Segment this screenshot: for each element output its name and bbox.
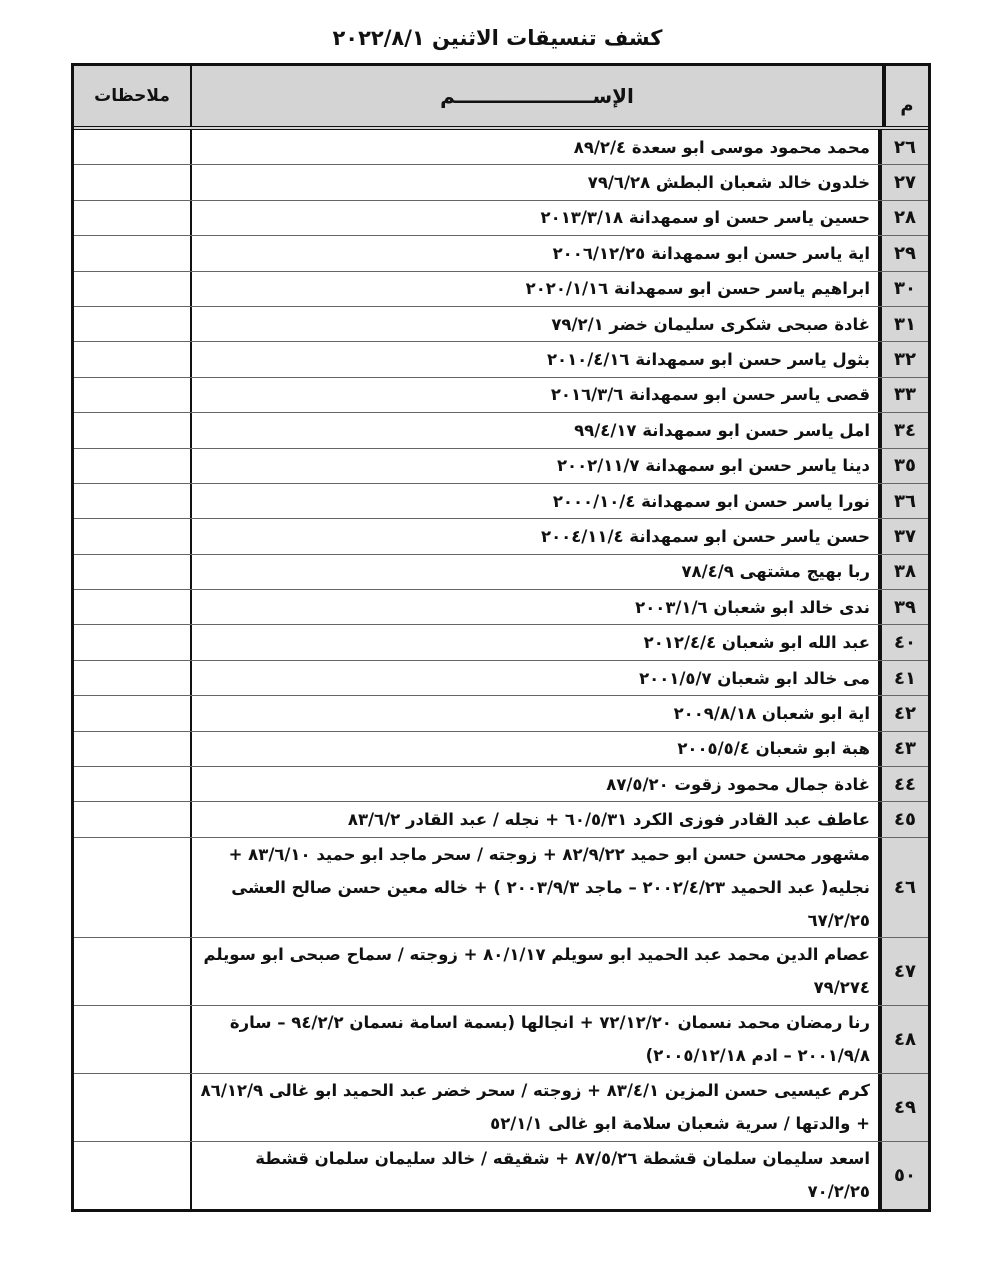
row-number xyxy=(878,272,928,306)
row-notes xyxy=(74,1142,190,1209)
row-name-text: غادة صبحى شكرى سليمان خضر ٧٩/٢/١ xyxy=(551,314,870,334)
row-name xyxy=(190,342,878,376)
row-number xyxy=(878,661,928,695)
row-number-text: ٣١ xyxy=(894,313,916,335)
row-number-text: ٢٨ xyxy=(894,207,916,229)
row-name-text: بثول ياسر حسن ابو سمهدانة ٢٠١٠/٤/١٦ xyxy=(546,350,870,370)
row-notes xyxy=(74,590,190,624)
row-name-text: ندى خالد ابو شعبان ٢٠٠٣/١/٦ xyxy=(635,597,870,617)
row-name-text: غادة جمال محمود زقوت ٨٧/٥/٢٠ xyxy=(606,774,870,794)
table-row xyxy=(74,590,928,625)
row-name xyxy=(190,1142,878,1209)
row-number-text: ٤٢ xyxy=(894,702,916,724)
row-number xyxy=(878,201,928,235)
row-number xyxy=(878,802,928,836)
row-number xyxy=(878,130,928,164)
row-name-text: عاطف عبد القادر فوزى الكرد ٦٠/٥/٣١ + نجله / عبد القادر ٨٣/٦/٢ xyxy=(347,810,870,830)
table-row xyxy=(74,1074,928,1142)
row-name xyxy=(190,484,878,518)
row-number xyxy=(878,236,928,270)
table-row xyxy=(74,342,928,377)
row-number-text: ٣٠ xyxy=(894,278,916,300)
row-number-text: ٣٨ xyxy=(894,561,916,583)
row-notes xyxy=(74,661,190,695)
table-row xyxy=(74,201,928,236)
row-name xyxy=(190,519,878,553)
row-name xyxy=(190,938,878,1005)
row-notes xyxy=(74,625,190,659)
row-name-text: محمد محمود موسى ابو سعدة ٨٩/٢/٤ xyxy=(573,137,870,157)
row-number-text: ٣٤ xyxy=(894,419,916,441)
table-header xyxy=(74,66,928,130)
table-row xyxy=(74,838,928,938)
row-name xyxy=(190,449,878,483)
row-number xyxy=(878,519,928,553)
row-notes xyxy=(74,201,190,235)
row-name-text: رنا رمضان محمد نسمان ٧٢/١٢/٢٠ + انجالها (بسمة اسامة نسمان ٩٤/٢/٢ – سارة ٢٠٠١/٩/٨ – ادم ٢٠٠٥/١٢/١٨) xyxy=(229,1013,870,1066)
row-number-text: ٤٧ xyxy=(894,960,916,982)
row-notes xyxy=(74,1074,190,1141)
row-number-text: ٢٦ xyxy=(894,136,916,158)
row-name xyxy=(190,165,878,199)
row-name-text: كرم عيسيى حسن المزين ٨٣/٤/١ + زوجته / سحر خضر عبد الحميد ابو غالى ٨٦/١٢/٩ + والدتها / سرية شعبان سلامة ابو غالى ٥٢/١/١ xyxy=(200,1081,870,1134)
row-name xyxy=(190,838,878,937)
row-number xyxy=(878,938,928,1005)
row-number-text: ٤١ xyxy=(894,667,916,689)
row-name xyxy=(190,590,878,624)
row-notes xyxy=(74,838,190,937)
row-name-text: ربا بهيج مشتهى ٧٨/٤/٩ xyxy=(681,562,870,582)
row-name-text: حسين ياسر حسن او سمهدانة ٢٠١٣/٣/١٨ xyxy=(540,208,870,228)
table-row xyxy=(74,802,928,837)
row-notes xyxy=(74,378,190,412)
row-name xyxy=(190,201,878,235)
row-number xyxy=(878,767,928,801)
row-notes xyxy=(74,696,190,730)
row-number xyxy=(878,378,928,412)
table-row xyxy=(74,165,928,200)
row-notes xyxy=(74,236,190,270)
table-row xyxy=(74,272,928,307)
table-row xyxy=(74,767,928,802)
row-number xyxy=(878,696,928,730)
row-name-text: هبة ابو شعبان ٢٠٠٥/٥/٤ xyxy=(677,739,870,759)
row-number xyxy=(878,1142,928,1209)
row-name-text: نورا ياسر حسن ابو سمهدانة ٢٠٠٠/١٠/٤ xyxy=(552,491,870,511)
row-name xyxy=(190,130,878,164)
row-number xyxy=(878,732,928,766)
row-number-text: ٤٠ xyxy=(894,632,916,654)
row-name-text: قصى ياسر حسن ابو سمهدانة ٢٠١٦/٣/٦ xyxy=(550,385,870,405)
row-name xyxy=(190,236,878,270)
row-name xyxy=(190,378,878,412)
row-name xyxy=(190,307,878,341)
table-row xyxy=(74,1142,928,1209)
row-number-text: ٥٠ xyxy=(894,1164,916,1186)
row-name xyxy=(190,413,878,447)
row-number xyxy=(878,449,928,483)
row-name-text: امل ياسر حسن ابو سمهدانة ٩٩/٤/١٧ xyxy=(574,420,870,440)
table-row xyxy=(74,449,928,484)
row-notes xyxy=(74,307,190,341)
row-name-text: عصام الدين محمد عبد الحميد ابو سويلم ٨٠/١/١٧ + زوجته / سماح صبحى ابو سويلم ٧٩/٢٧٤ xyxy=(203,945,870,998)
row-number-text: ٤٥ xyxy=(894,809,916,831)
table-row xyxy=(74,555,928,590)
table-row xyxy=(74,1006,928,1074)
row-name xyxy=(190,661,878,695)
table-row xyxy=(74,130,928,165)
row-name-text: اسعد سليمان سلمان قشطة ٨٧/٥/٢٦ + شقيقه / خالد سليمان سلمان قشطة ٧٠/٢/٢٥ xyxy=(255,1149,870,1202)
row-number-text: ٣٧ xyxy=(894,525,916,547)
table-row xyxy=(74,519,928,554)
row-notes xyxy=(74,272,190,306)
row-notes xyxy=(74,555,190,589)
row-number xyxy=(878,413,928,447)
row-notes xyxy=(74,732,190,766)
row-notes xyxy=(74,342,190,376)
row-number xyxy=(878,1006,928,1073)
row-name xyxy=(190,272,878,306)
table-row xyxy=(74,236,928,271)
row-notes xyxy=(74,519,190,553)
row-notes xyxy=(74,130,190,164)
row-number-text: ٣٥ xyxy=(894,455,916,477)
row-notes xyxy=(74,1006,190,1073)
row-notes xyxy=(74,767,190,801)
row-name xyxy=(190,1074,878,1141)
row-name xyxy=(190,555,878,589)
row-number xyxy=(878,342,928,376)
table-row xyxy=(74,732,928,767)
row-name-text: اية ابو شعبان ٢٠٠٩/٨/١٨ xyxy=(673,703,870,723)
table-row xyxy=(74,484,928,519)
row-number-text: ٤٣ xyxy=(894,738,916,760)
row-notes xyxy=(74,484,190,518)
table-row xyxy=(74,661,928,696)
row-number-text: ٢٧ xyxy=(894,172,916,194)
row-notes xyxy=(74,802,190,836)
row-number xyxy=(878,1074,928,1141)
row-number xyxy=(878,484,928,518)
row-number xyxy=(878,165,928,199)
row-name-text: خلدون خالد شعبان البطش ٧٩/٦/٢٨ xyxy=(587,173,870,193)
table-row xyxy=(74,625,928,660)
table-row xyxy=(74,378,928,413)
header-number: م xyxy=(882,66,928,126)
row-number xyxy=(878,555,928,589)
table-row xyxy=(74,696,928,731)
row-name xyxy=(190,1006,878,1073)
row-notes xyxy=(74,449,190,483)
row-number-text: ٣٣ xyxy=(894,384,916,406)
table-row xyxy=(74,307,928,342)
row-number-text: ٤٨ xyxy=(894,1028,916,1050)
row-name-text: مشهور محسن حسن ابو حميد ٨٢/٩/٢٢ + زوجته / سحر ماجد ابو حميد ٨٣/٦/١٠ + نجليه( عبد الحميد ٢٠٠٢/٤/٢٣ – ماجد ٢٠٠٣/٩/٣ ) + خاله معين حسن صالح العشى ٦٧/٢/٢٥ xyxy=(228,844,870,930)
row-number xyxy=(878,625,928,659)
row-number xyxy=(878,307,928,341)
row-number-text: ٤٦ xyxy=(894,876,916,898)
row-name-text: دينا ياسر حسن ابو سمهدانة ٢٠٠٢/١١/٧ xyxy=(556,456,870,476)
row-number-text: ٣٩ xyxy=(894,596,916,618)
row-number xyxy=(878,838,928,937)
row-number-text: ٤٤ xyxy=(894,773,916,795)
document-title: كشف تنسيقات الاثنين ٢٠٢٢/٨/١ xyxy=(332,26,663,50)
table-row xyxy=(74,938,928,1006)
table-row xyxy=(74,413,928,448)
row-name-text: ابراهيم ياسر حسن ابو سمهدانة ٢٠٢٠/١/١٦ xyxy=(525,279,870,299)
row-name-text: عبد الله ابو شعبان ٢٠١٢/٤/٤ xyxy=(643,633,870,653)
row-number-text: ٣٢ xyxy=(894,349,916,371)
row-notes xyxy=(74,938,190,1005)
row-name xyxy=(190,625,878,659)
row-name xyxy=(190,732,878,766)
header-name: الإســــــــــــــــــــم xyxy=(190,66,882,126)
row-name-text: اية ياسر حسن ابو سمهدانة ٢٠٠٦/١٢/٢٥ xyxy=(552,243,870,263)
row-number-text: ٢٩ xyxy=(894,242,916,264)
row-number xyxy=(878,590,928,624)
row-notes xyxy=(74,165,190,199)
row-name xyxy=(190,802,878,836)
row-number-text: ٤٩ xyxy=(894,1096,916,1118)
header-notes: ملاحظات xyxy=(94,86,170,106)
row-name xyxy=(190,696,878,730)
row-number-text: ٣٦ xyxy=(894,490,916,512)
row-name-text: مى خالد ابو شعبان ٢٠٠١/٥/٧ xyxy=(639,668,870,688)
row-name xyxy=(190,767,878,801)
row-name-text: حسن ياسر حسن ابو سمهدانة ٢٠٠٤/١١/٤ xyxy=(541,526,870,546)
row-notes xyxy=(74,413,190,447)
schedule-table xyxy=(71,63,931,1212)
